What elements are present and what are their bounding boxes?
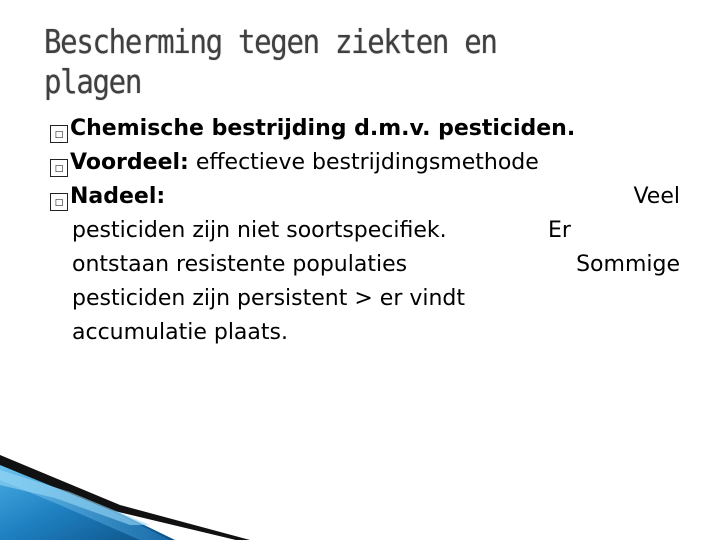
checkbox-bullet-icon: □ (50, 125, 68, 143)
bullet-continuation-line: pesticiden zijn persistent > er vindt (72, 286, 466, 311)
slide-title-line-1: Bescherming tegen ziekten en (44, 22, 497, 61)
bullet-continuation-line: accumulatie plaats. (72, 320, 288, 345)
slide-title-line-2: plagen (44, 62, 141, 101)
bullet-item-voordeel (50, 146, 680, 180)
slide-title (44, 22, 590, 102)
bullet-item-chemische-bestrijding (50, 112, 680, 146)
bullet-continuation-line: pesticiden zijn niet soortspecifiek. (72, 218, 447, 243)
bullet-label: Nadeel: (70, 184, 166, 209)
checkbox-bullet-icon: □ (50, 193, 68, 211)
bullet-item-nadeel (50, 180, 680, 350)
bullet-continuation-fragment: Sommige (576, 252, 680, 277)
bullet-list (50, 112, 680, 350)
bullet-text: effectieve bestrijdingsmethode (195, 150, 539, 175)
checkbox-bullet-icon: □ (50, 159, 68, 177)
bullet-label: Voordeel: (70, 150, 189, 175)
bullet-continuation-line: ontstaan resistente populaties (72, 252, 408, 277)
bullet-text-right: Veel (633, 184, 680, 209)
bullet-continuation-fragment: Er (548, 218, 571, 243)
bullet-label: Chemische bestrijding d.m.v. pesticiden. (70, 116, 576, 141)
